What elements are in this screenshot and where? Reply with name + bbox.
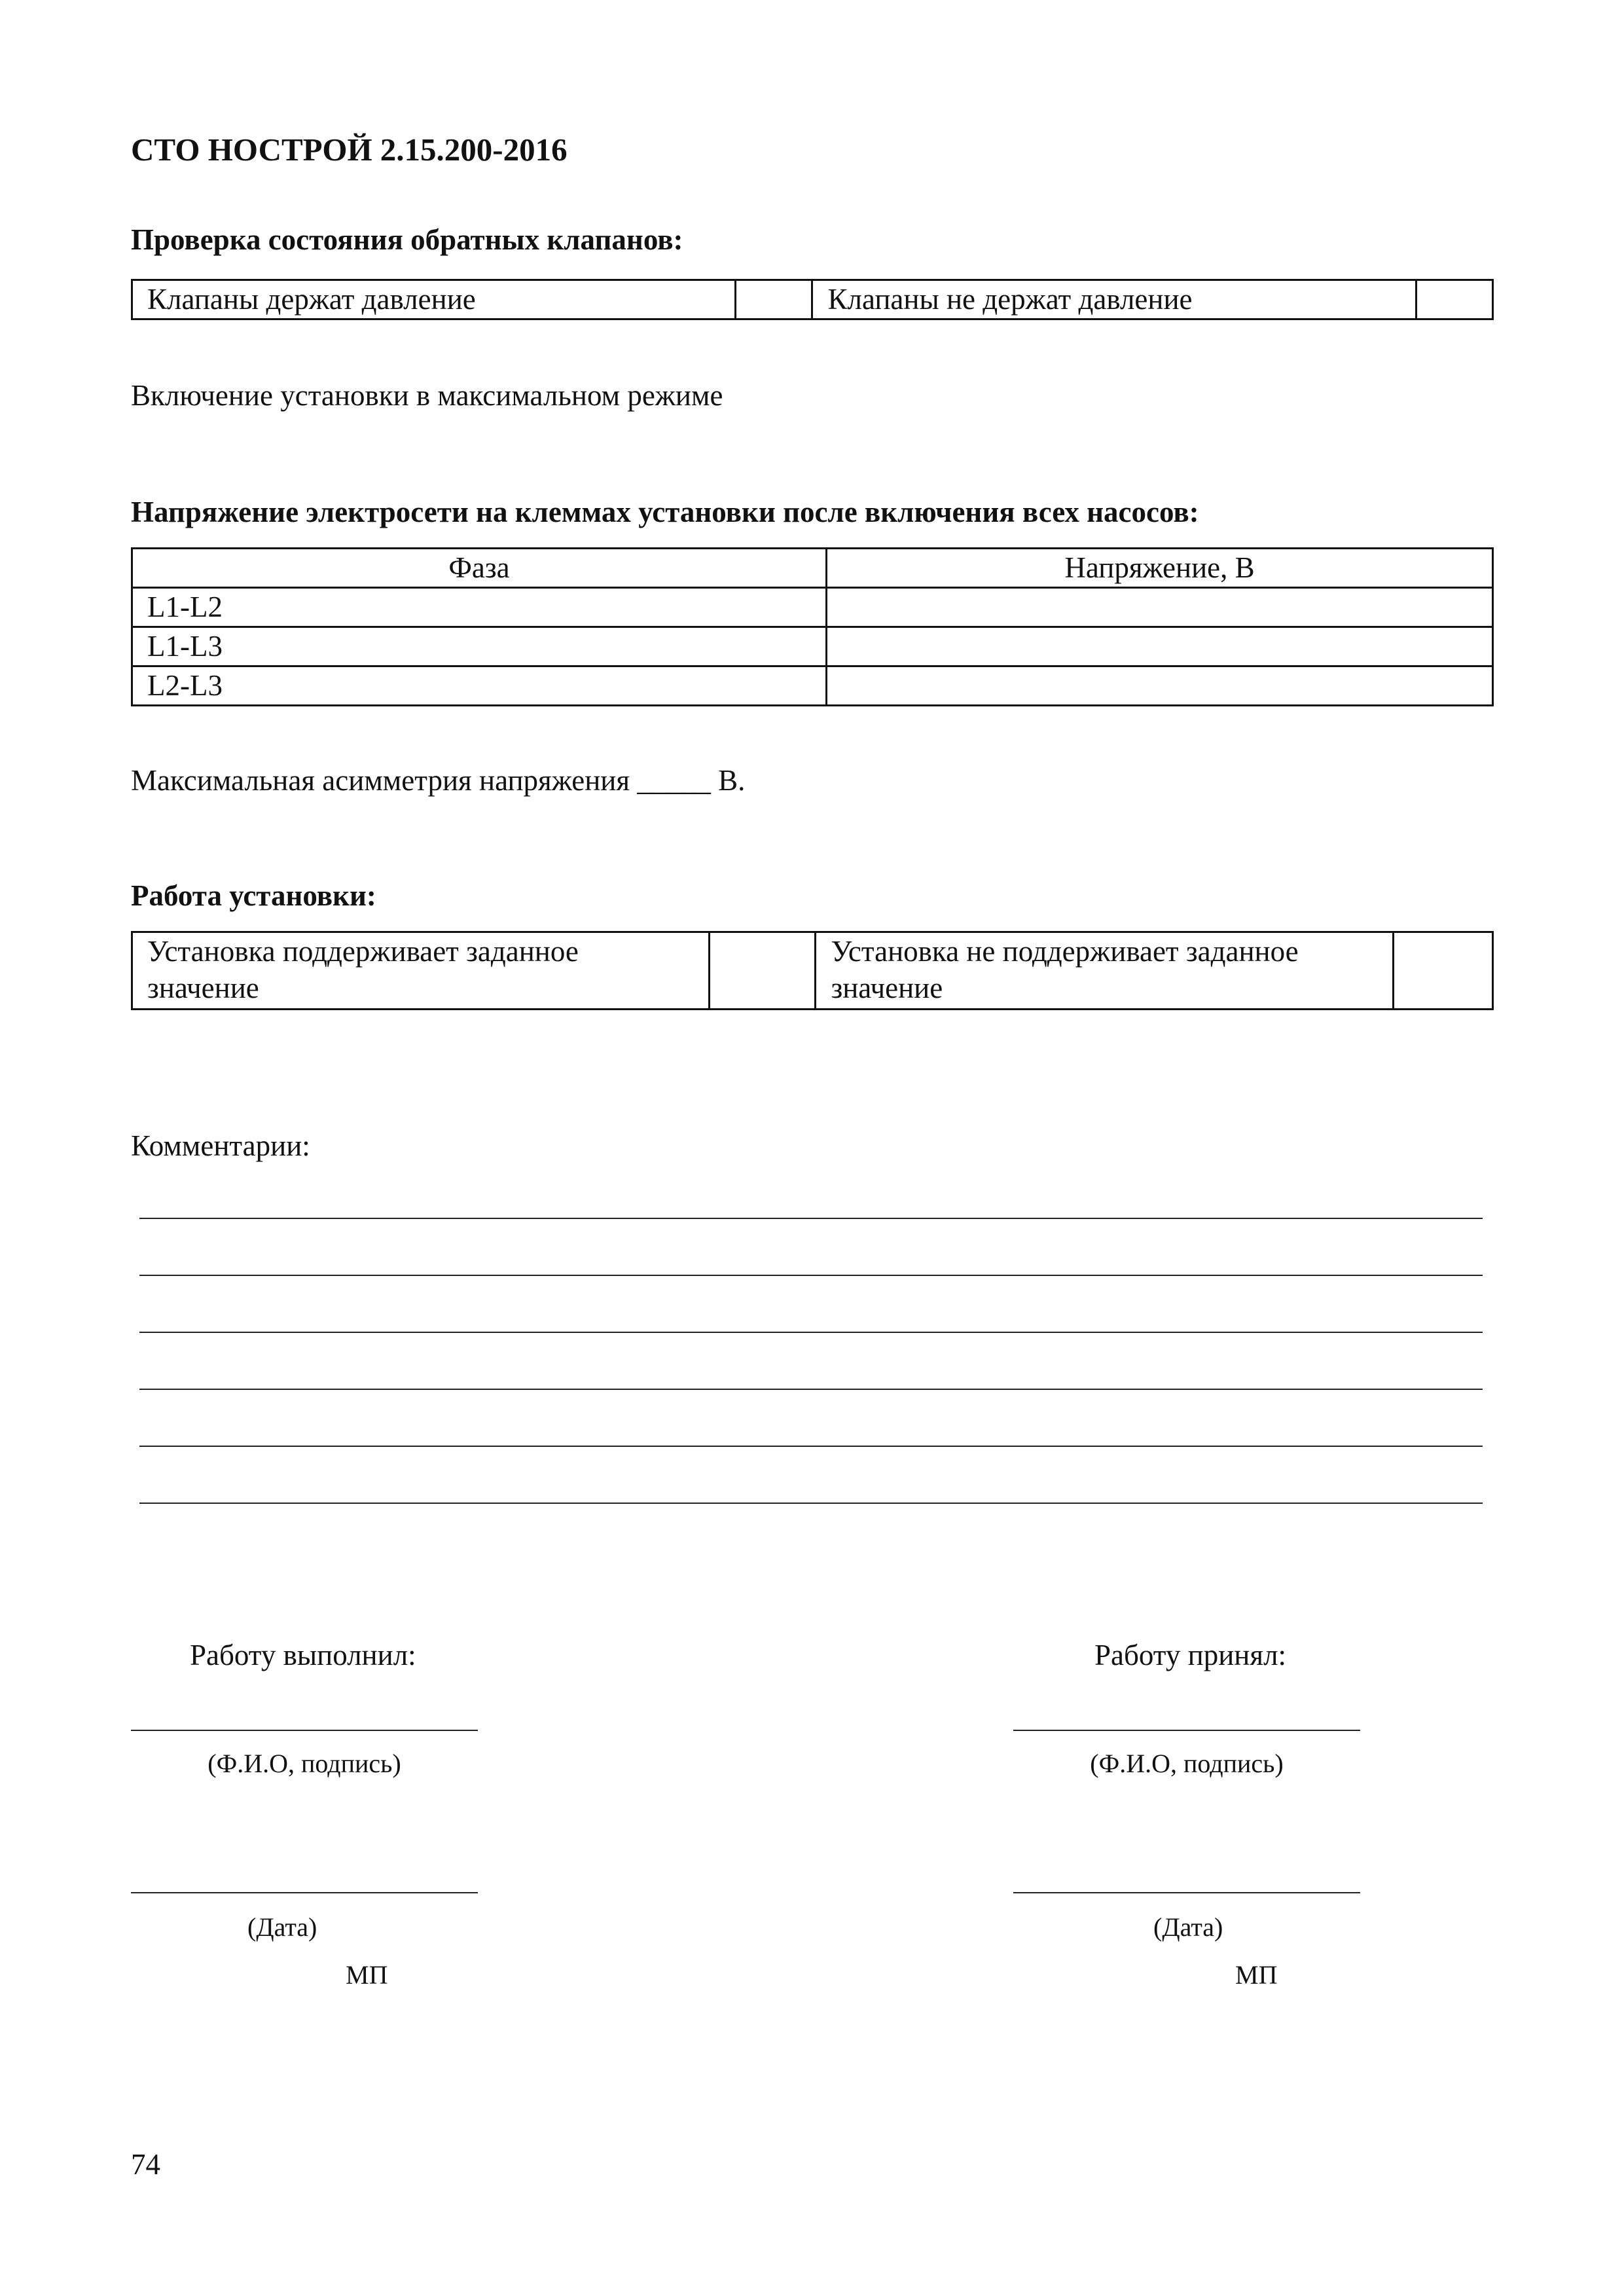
accepted-date-line[interactable] xyxy=(1013,1892,1360,1893)
comment-line[interactable] xyxy=(139,1503,1483,1504)
phase-cell: L2-L3 xyxy=(132,666,827,706)
phase-cell: L1-L3 xyxy=(132,627,827,666)
operation-option-ok-checkbox[interactable] xyxy=(710,932,816,1010)
voltage-input-cell[interactable] xyxy=(827,666,1493,706)
valves-table xyxy=(131,279,1494,320)
performed-label: Работу выполнил: xyxy=(190,1639,416,1671)
comment-line[interactable] xyxy=(139,1332,1483,1333)
asymmetry-text: Максимальная асимметрия напряжения _____ В. xyxy=(131,764,746,797)
voltage-input-cell[interactable] xyxy=(827,588,1493,627)
comment-line[interactable] xyxy=(139,1389,1483,1390)
voltage-input-cell[interactable] xyxy=(827,627,1493,666)
operation-heading: Работа установки: xyxy=(131,879,376,912)
performed-date-caption: (Дата) xyxy=(247,1912,317,1942)
voltage-heading: Напряжение электросети на клеммах установки после включения всех насосов: xyxy=(131,496,1199,528)
accepted-name-caption: (Ф.И.О, подпись) xyxy=(1090,1749,1284,1778)
valves-option-fail-checkbox[interactable] xyxy=(1416,280,1492,319)
valves-option-ok-checkbox[interactable] xyxy=(736,280,812,319)
comment-line[interactable] xyxy=(139,1446,1483,1447)
operation-option-fail-label: Установка не поддерживает заданное значение xyxy=(816,932,1393,1010)
voltage-col-voltage: Напряжение, В xyxy=(827,549,1493,588)
operation-table xyxy=(131,931,1494,1010)
table-row xyxy=(132,588,1493,627)
page-number: 74 xyxy=(131,2148,160,2181)
comment-line[interactable] xyxy=(139,1275,1483,1276)
document-header: СТО НОСТРОЙ 2.15.200-2016 xyxy=(131,132,568,168)
operation-option-ok-label: Установка поддерживает заданное значение xyxy=(132,932,710,1010)
accepted-date-caption: (Дата) xyxy=(1153,1912,1223,1942)
accepted-label: Работу принял: xyxy=(1094,1639,1287,1671)
performed-stamp: МП xyxy=(346,1960,388,1990)
operation-option-fail-checkbox[interactable] xyxy=(1393,932,1492,1010)
accepted-stamp: МП xyxy=(1235,1960,1278,1990)
voltage-table xyxy=(131,547,1494,706)
performed-name-line[interactable] xyxy=(131,1730,478,1731)
comment-line[interactable] xyxy=(139,1218,1483,1219)
table-row xyxy=(132,627,1493,666)
mode-text: Включение установки в максимальном режиме xyxy=(131,379,723,412)
performed-date-line[interactable] xyxy=(131,1892,478,1893)
accepted-name-line[interactable] xyxy=(1013,1730,1360,1731)
comments-label: Комментарии: xyxy=(131,1129,310,1162)
voltage-col-phase: Фаза xyxy=(132,549,827,588)
valves-option-fail-label: Клапаны не держат давление xyxy=(812,280,1416,319)
performed-name-caption: (Ф.И.О, подпись) xyxy=(208,1749,401,1778)
valves-heading: Проверка состояния обратных клапанов: xyxy=(131,223,683,256)
table-row xyxy=(132,666,1493,706)
phase-cell: L1-L2 xyxy=(132,588,827,627)
valves-option-ok-label: Клапаны держат давление xyxy=(132,280,736,319)
